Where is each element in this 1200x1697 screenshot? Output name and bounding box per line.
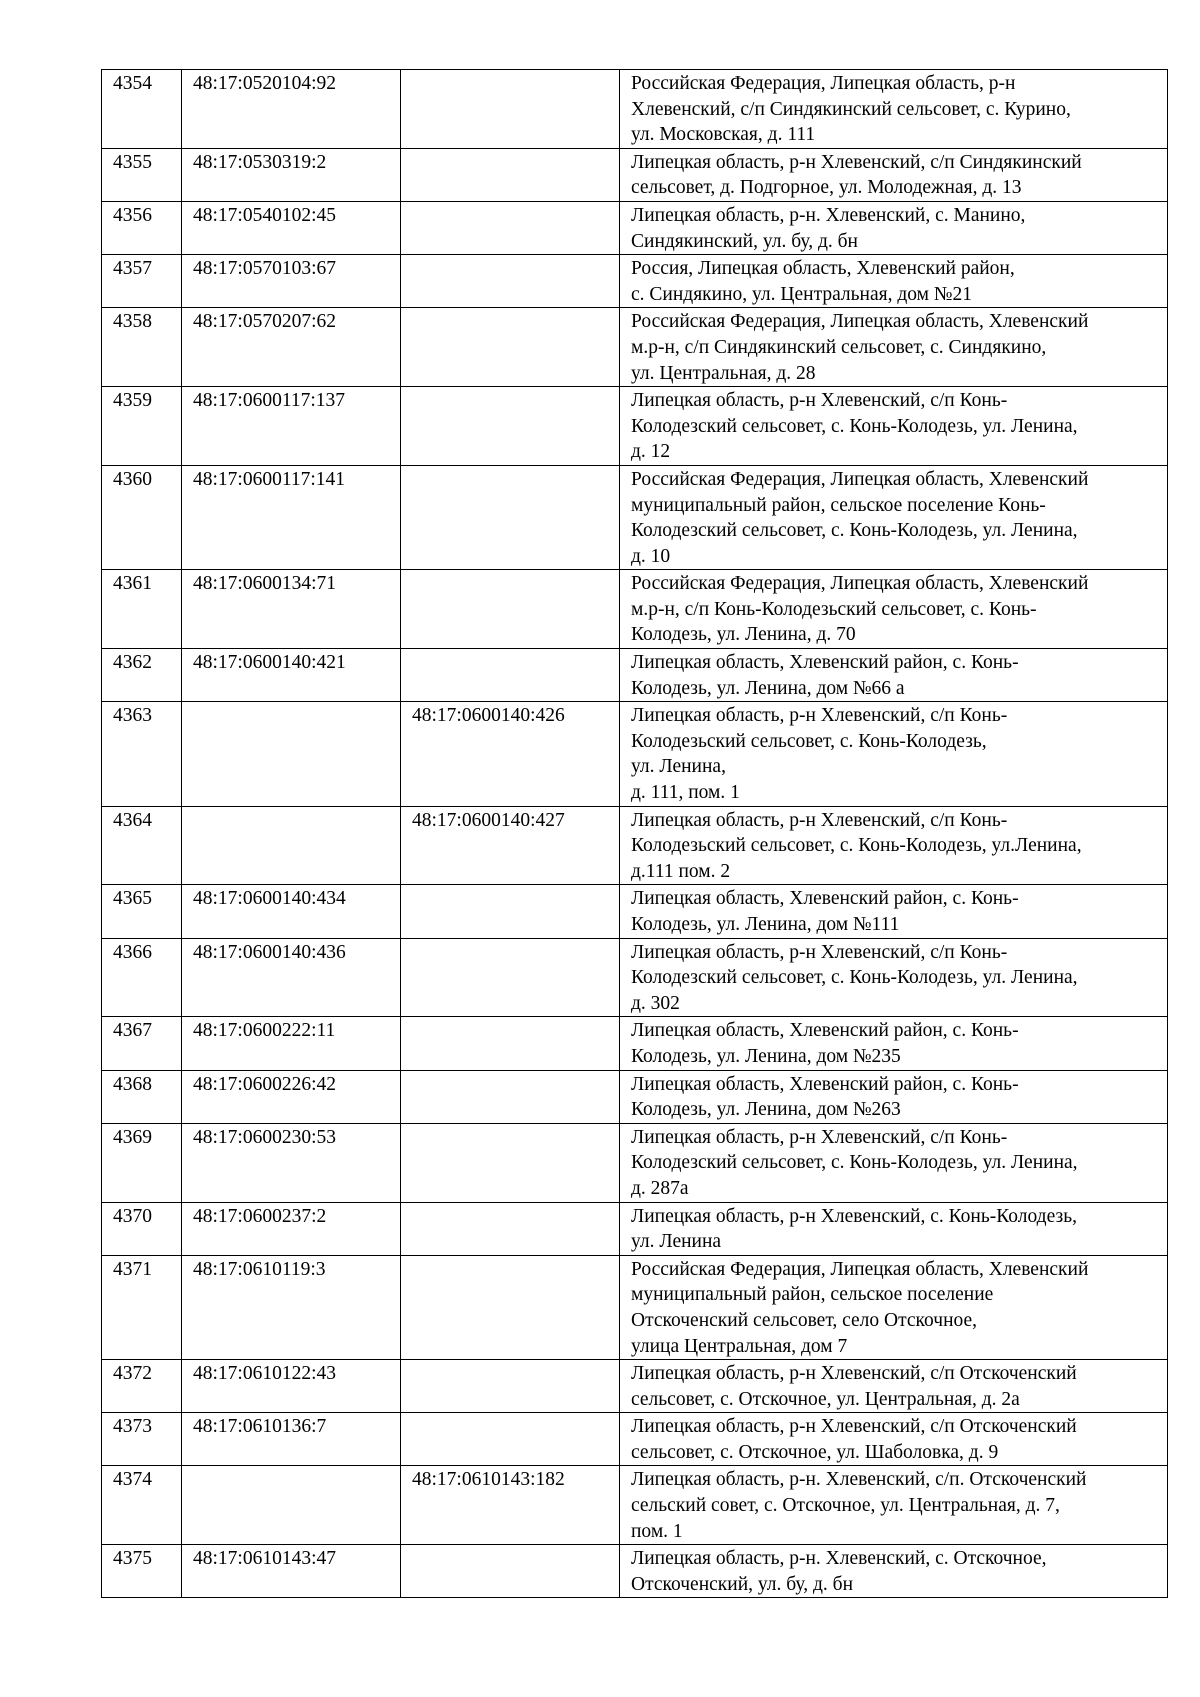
address-cell <box>620 1123 1168 1202</box>
premises-cadastral-number-cell: 48:17:0600140:427 <box>401 806 620 885</box>
row-number-cell: 4363 <box>102 702 182 806</box>
row-number-cell: 4354 <box>102 70 182 149</box>
table-row <box>102 649 1168 702</box>
premises-cadastral-number-cell <box>401 465 620 569</box>
row-number-cell: 4358 <box>102 308 182 387</box>
address-cell <box>620 201 1168 254</box>
address-line: Липецкая область, р-н Хлевенский, с/п Конь- <box>631 1126 1008 1148</box>
address-line: Липецкая область, р-н Хлевенский, с/п Отскоченский <box>631 1363 1077 1385</box>
address-line: Липецкая область, Хлевенский район, с. Конь- <box>631 1073 1019 1095</box>
premises-cadastral-number-cell <box>401 1413 620 1466</box>
land-cadastral-number-cell: 48:17:0530319:2 <box>182 148 401 201</box>
registry-table-body <box>102 70 1168 1598</box>
address-cell <box>620 255 1168 308</box>
premises-cadastral-number-cell <box>401 1123 620 1202</box>
address-cell <box>620 649 1168 702</box>
address-line: д.111 пом. 2 <box>631 860 731 882</box>
table-row <box>102 1466 1168 1545</box>
table-row <box>102 70 1168 149</box>
row-number-cell: 4374 <box>102 1466 182 1545</box>
table-row <box>102 1070 1168 1123</box>
premises-cadastral-number-cell <box>401 938 620 1017</box>
address-line: пом. 1 <box>631 1520 683 1542</box>
address-line: Хлевенский, с/п Синдякинский сельсовет, с. Курино, <box>631 98 1071 120</box>
row-number-cell: 4356 <box>102 201 182 254</box>
table-row <box>102 201 1168 254</box>
table-row <box>102 938 1168 1017</box>
address-line: д. 10 <box>631 545 671 567</box>
address-line: Колодезьский сельсовет, с. Конь-Колодезь, <box>631 730 987 752</box>
row-number-cell: 4365 <box>102 885 182 938</box>
premises-cadastral-number-cell <box>401 1545 620 1598</box>
land-cadastral-number-cell <box>182 702 401 806</box>
address-line: Колодезь, ул. Ленина, дом №263 <box>631 1099 901 1121</box>
address-line: м.р-н, с/п Синдякинский сельсовет, с. Синдякино, <box>631 336 1047 358</box>
address-cell <box>620 885 1168 938</box>
address-line: Липецкая область, Хлевенский район, с. Конь- <box>631 888 1019 910</box>
address-line: Россия, Липецкая область, Хлевенский район, <box>631 258 1015 280</box>
address-line: улица Центральная, дом 7 <box>631 1335 848 1357</box>
row-number-cell: 4372 <box>102 1360 182 1413</box>
premises-cadastral-number-cell: 48:17:0610143:182 <box>401 1466 620 1545</box>
land-cadastral-number-cell: 48:17:0600117:137 <box>182 387 401 466</box>
land-cadastral-number-cell: 48:17:0600140:436 <box>182 938 401 1017</box>
address-line: сельсовет, д. Подгорное, ул. Молодежная, д. 13 <box>631 177 1022 199</box>
address-cell <box>620 308 1168 387</box>
premises-cadastral-number-cell <box>401 148 620 201</box>
row-number-cell: 4375 <box>102 1545 182 1598</box>
row-number-cell: 4359 <box>102 387 182 466</box>
land-cadastral-number-cell: 48:17:0600226:42 <box>182 1070 401 1123</box>
address-cell <box>620 1545 1168 1598</box>
row-number-cell: 4360 <box>102 465 182 569</box>
land-cadastral-number-cell: 48:17:0600134:71 <box>182 570 401 649</box>
row-number-cell: 4373 <box>102 1413 182 1466</box>
premises-cadastral-number-cell <box>401 649 620 702</box>
table-row <box>102 465 1168 569</box>
address-line: Липецкая область, р-н. Хлевенский, с. Манино, <box>631 204 1026 226</box>
address-line: Липецкая область, р-н. Хлевенский, с/п. Отскоченский <box>631 1469 1087 1491</box>
address-line: Колодезь, ул. Ленина, дом №111 <box>631 914 900 935</box>
land-cadastral-number-cell: 48:17:0540102:45 <box>182 201 401 254</box>
address-line: Отскоченский сельсовет, село Отскочное, <box>631 1309 978 1331</box>
address-line: д. 287а <box>631 1177 689 1199</box>
land-cadastral-number-cell: 48:17:0600222:11 <box>182 1017 401 1070</box>
address-cell <box>620 148 1168 201</box>
land-cadastral-number-cell: 48:17:0600230:53 <box>182 1123 401 1202</box>
address-line: Липецкая область, р-н Хлевенский, с/п Конь- <box>631 941 1008 963</box>
land-cadastral-number-cell: 48:17:0610122:43 <box>182 1360 401 1413</box>
address-cell <box>620 1255 1168 1359</box>
land-cadastral-number-cell: 48:17:0600117:141 <box>182 465 401 569</box>
address-cell <box>620 806 1168 885</box>
table-row <box>102 885 1168 938</box>
land-cadastral-number-cell: 48:17:0610143:47 <box>182 1545 401 1598</box>
row-number-cell: 4371 <box>102 1255 182 1359</box>
premises-cadastral-number-cell <box>401 1202 620 1255</box>
address-line: Липецкая область, р-н Хлевенский, с/п Отскоченский <box>631 1416 1077 1438</box>
premises-cadastral-number-cell <box>401 308 620 387</box>
premises-cadastral-number-cell <box>401 201 620 254</box>
premises-cadastral-number-cell <box>401 387 620 466</box>
address-line: д. 111, пом. 1 <box>631 782 740 804</box>
table-row <box>102 1123 1168 1202</box>
address-cell <box>620 1360 1168 1413</box>
address-line: сельский совет, с. Отскочное, ул. Центральная, д. 7, <box>631 1495 1060 1517</box>
premises-cadastral-number-cell <box>401 885 620 938</box>
land-cadastral-number-cell: 48:17:0610136:7 <box>182 1413 401 1466</box>
row-number-cell: 4364 <box>102 806 182 885</box>
land-cadastral-number-cell: 48:17:0600140:421 <box>182 649 401 702</box>
table-row <box>102 255 1168 308</box>
premises-cadastral-number-cell <box>401 1255 620 1359</box>
premises-cadastral-number-cell <box>401 570 620 649</box>
land-cadastral-number-cell <box>182 806 401 885</box>
address-line: Российская Федерация, Липецкая область, р-н <box>631 73 1016 94</box>
address-line: Липецкая область, р-н Хлевенский, с. Конь-Колодезь, <box>631 1205 1077 1227</box>
address-line: Колодезь, ул. Ленина, дом №66 а <box>631 677 905 699</box>
table-row <box>102 1413 1168 1466</box>
table-row <box>102 1017 1168 1070</box>
land-cadastral-number-cell: 48:17:0520104:92 <box>182 70 401 149</box>
address-line: сельсовет, с. Отскочное, ул. Шаболовка, д. 9 <box>631 1441 999 1463</box>
registry-table <box>101 69 1168 1598</box>
table-row <box>102 570 1168 649</box>
address-line: ул. Московская, д. 111 <box>631 124 816 146</box>
address-cell <box>620 70 1168 149</box>
table-row <box>102 1545 1168 1598</box>
land-cadastral-number-cell: 48:17:0570207:62 <box>182 308 401 387</box>
address-cell <box>620 1070 1168 1123</box>
row-number-cell: 4361 <box>102 570 182 649</box>
land-cadastral-number-cell: 48:17:0610119:3 <box>182 1255 401 1359</box>
address-line: Колодезский сельсовет, с. Конь-Колодезь, ул. Ленина, <box>631 415 1078 437</box>
address-line: Липецкая область, р-н Хлевенский, с/п Синдякинский <box>631 151 1082 173</box>
table-row <box>102 1255 1168 1359</box>
address-cell <box>620 570 1168 649</box>
row-number-cell: 4368 <box>102 1070 182 1123</box>
land-cadastral-number-cell: 48:17:0600140:434 <box>182 885 401 938</box>
premises-cadastral-number-cell <box>401 255 620 308</box>
row-number-cell: 4366 <box>102 938 182 1017</box>
address-line: Липецкая область, Хлевенский район, с. Конь- <box>631 652 1019 674</box>
row-number-cell: 4355 <box>102 148 182 201</box>
premises-cadastral-number-cell <box>401 1017 620 1070</box>
table-row <box>102 1202 1168 1255</box>
table-row <box>102 308 1168 387</box>
address-line: Отскоченский, ул. бу, д. бн <box>631 1573 854 1595</box>
address-cell <box>620 465 1168 569</box>
address-line: ул. Ленина <box>631 1231 722 1253</box>
address-line: Российская Федерация, Липецкая область, Хлевенский <box>631 573 1089 595</box>
address-cell <box>620 1017 1168 1070</box>
land-cadastral-number-cell: 48:17:0600237:2 <box>182 1202 401 1255</box>
row-number-cell: 4367 <box>102 1017 182 1070</box>
address-line: Колодезьский сельсовет, с. Конь-Колодезь, ул.Ленина, <box>631 835 1082 857</box>
address-line: Колодезский сельсовет, с. Конь-Колодезь, ул. Ленина, <box>631 967 1078 989</box>
address-line: Колодезь, ул. Ленина, дом №235 <box>631 1045 901 1067</box>
address-line: с. Синдякино, ул. Центральная, дом №21 <box>631 283 972 305</box>
address-cell <box>620 1466 1168 1545</box>
address-line: Липецкая область, Хлевенский район, с. Конь- <box>631 1020 1019 1042</box>
address-line: Колодезь, ул. Ленина, д. 70 <box>631 624 856 646</box>
address-line: Колодезский сельсовет, с. Конь-Колодезь, ул. Ленина, <box>631 520 1078 542</box>
address-line: сельсовет, с. Отскочное, ул. Центральная, д. 2а <box>631 1388 1020 1410</box>
premises-cadastral-number-cell: 48:17:0600140:426 <box>401 702 620 806</box>
premises-cadastral-number-cell <box>401 1360 620 1413</box>
address-cell <box>620 1413 1168 1466</box>
table-row <box>102 702 1168 806</box>
address-line: Липецкая область, р-н Хлевенский, с/п Конь- <box>631 809 1008 831</box>
address-line: Липецкая область, р-н Хлевенский, с/п Конь- <box>631 390 1008 412</box>
table-row <box>102 806 1168 885</box>
premises-cadastral-number-cell <box>401 70 620 149</box>
table-row <box>102 148 1168 201</box>
address-line: ул. Ленина, <box>631 756 726 778</box>
land-cadastral-number-cell <box>182 1466 401 1545</box>
address-line: ул. Центральная, д. 28 <box>631 362 816 384</box>
land-cadastral-number-cell: 48:17:0570103:67 <box>182 255 401 308</box>
address-line: Российская Федерация, Липецкая область, Хлевенский <box>631 468 1089 490</box>
row-number-cell: 4369 <box>102 1123 182 1202</box>
address-line: Российская Федерация, Липецкая область, Хлевенский <box>631 311 1089 333</box>
address-line: муниципальный район, сельское поселение Конь- <box>631 494 1046 516</box>
address-line: муниципальный район, сельское поселение <box>631 1284 994 1306</box>
address-line: Колодезский сельсовет, с. Конь-Колодезь, ул. Ленина, <box>631 1152 1078 1174</box>
table-row <box>102 1360 1168 1413</box>
address-line: д. 12 <box>631 441 671 463</box>
row-number-cell: 4357 <box>102 255 182 308</box>
address-line: Липецкая область, р-н Хлевенский, с/п Конь- <box>631 705 1008 727</box>
row-number-cell: 4370 <box>102 1202 182 1255</box>
address-cell <box>620 387 1168 466</box>
address-line: м.р-н, с/п Конь-Колодезьский сельсовет, с. Конь- <box>631 598 1037 620</box>
table-row <box>102 387 1168 466</box>
address-cell <box>620 1202 1168 1255</box>
address-cell <box>620 702 1168 806</box>
premises-cadastral-number-cell <box>401 1070 620 1123</box>
address-cell <box>620 938 1168 1017</box>
address-line: д. 302 <box>631 992 680 1014</box>
row-number-cell: 4362 <box>102 649 182 702</box>
address-line: Липецкая область, р-н. Хлевенский, с. Отскочное, <box>631 1548 1047 1570</box>
address-line: Российская Федерация, Липецкая область, Хлевенский <box>631 1258 1089 1280</box>
address-line: Синдякинский, ул. бу, д. бн <box>631 230 858 252</box>
